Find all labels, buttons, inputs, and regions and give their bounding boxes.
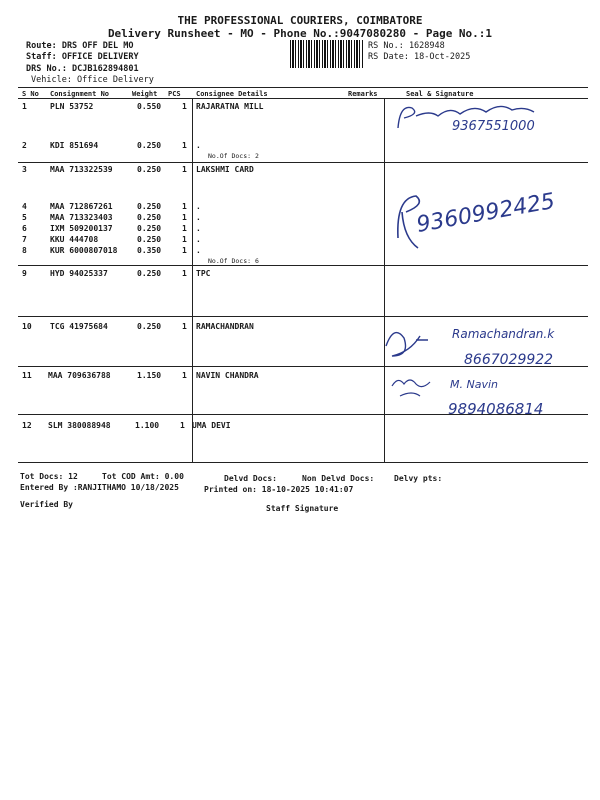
row-sno: 8 xyxy=(22,246,27,255)
row-details: NAVIN CHANDRA xyxy=(196,371,259,380)
row-weight: 0.250 xyxy=(137,141,162,150)
row-details: . xyxy=(196,224,201,233)
row-sno: 5 xyxy=(22,213,27,222)
entered-by: Entered By :RANJITHAMO 10/18/2025 xyxy=(20,483,179,492)
row-cons: MAA 709636788 xyxy=(48,371,111,380)
row-pcs: 1 xyxy=(182,224,187,233)
row-weight: 0.250 xyxy=(137,235,162,244)
row-sno: 7 xyxy=(22,235,27,244)
signature-2-icon xyxy=(392,178,592,258)
docs-count-note: No.Of Docs: 2 xyxy=(208,152,259,160)
row-cons: HYD 94025337 xyxy=(50,269,108,278)
route-label: Route: DRS OFF DEL MO xyxy=(26,41,134,51)
signature-3-phone: 8667029922 xyxy=(464,352,554,368)
row-cons: MAA 713323403 xyxy=(50,213,113,222)
row-details: . xyxy=(196,235,201,244)
col-remarks: Remarks xyxy=(348,90,378,98)
row-details: TPC xyxy=(196,269,211,278)
table-top-rule xyxy=(18,87,588,88)
row-sno: 3 xyxy=(22,165,27,174)
row-cons: KDI 851694 xyxy=(50,141,99,150)
company-title: THE PROFESSIONAL COURIERS, COIMBATORE xyxy=(177,14,423,27)
signature-4-phone: 9894086814 xyxy=(448,400,544,418)
rs-date: RS Date: 18-Oct-2025 xyxy=(368,52,471,62)
row-weight: 1.150 xyxy=(137,371,162,380)
row-details: . xyxy=(196,246,201,255)
details-divider xyxy=(192,98,193,462)
row-pcs: 1 xyxy=(182,371,187,380)
row-weight: 0.250 xyxy=(137,165,162,174)
rs-number: RS No.: 1628948 xyxy=(368,41,445,51)
row-rule xyxy=(18,162,588,163)
row-weight: 0.550 xyxy=(137,102,162,111)
row-sno: 6 xyxy=(22,224,27,233)
row-details: LAKSHMI CARD xyxy=(196,165,254,174)
col-seal-signature: Seal & Signature xyxy=(406,90,474,98)
row-weight: 1.100 xyxy=(135,421,160,430)
delivery-points: Delvy pts: xyxy=(394,474,443,483)
barcode-icon xyxy=(290,40,364,68)
row-details: UMA DEVI xyxy=(192,421,231,430)
delivered-docs: Delvd Docs: xyxy=(224,474,277,483)
row-pcs: 1 xyxy=(182,269,187,278)
signature-2-phone: 9360992425 xyxy=(414,188,557,238)
row-cons: IXM 509200137 xyxy=(50,224,113,233)
row-weight: 0.250 xyxy=(137,322,162,331)
printed-on: Printed on: 18-10-2025 10:41:07 xyxy=(204,485,354,494)
row-sno: 10 xyxy=(22,322,32,331)
row-weight: 0.250 xyxy=(137,202,162,211)
col-consignee: Consignee Details xyxy=(196,90,268,98)
row-sno: 9 xyxy=(22,269,27,278)
col-pcs: PCS xyxy=(168,90,181,98)
signature-3-icon xyxy=(380,316,595,372)
vehicle-label: Vehicle: Office Delivery xyxy=(31,75,154,85)
signature-3-name: Ramachandran.k xyxy=(452,327,555,341)
docs-count-note: No.Of Docs: 6 xyxy=(208,257,259,265)
row-sno: 12 xyxy=(22,421,32,430)
row-cons: MAA 712867261 xyxy=(50,202,113,211)
drs-number: DRS No.: DCJB162894801 xyxy=(26,64,139,74)
row-pcs: 1 xyxy=(182,246,187,255)
row-cons: SLM 380088948 xyxy=(48,421,111,430)
row-weight: 0.250 xyxy=(137,269,162,278)
signature-divider xyxy=(384,98,385,462)
row-pcs: 1 xyxy=(182,141,187,150)
row-sno: 11 xyxy=(22,371,32,380)
table-bottom-rule xyxy=(18,462,588,463)
row-details: . xyxy=(196,202,201,211)
row-cons: KUR 6000807018 xyxy=(50,246,118,255)
signature-1-icon xyxy=(390,98,590,138)
row-weight: 0.250 xyxy=(137,213,162,222)
row-cons: TCG 41975684 xyxy=(50,322,108,331)
row-cons: KKU 444708 xyxy=(50,235,99,244)
col-weight: Weight xyxy=(132,90,158,98)
row-pcs: 1 xyxy=(180,421,185,430)
col-consignment: Consignment No xyxy=(50,90,110,98)
row-pcs: 1 xyxy=(182,102,187,111)
row-pcs: 1 xyxy=(182,235,187,244)
signature-4-name: M. Navin xyxy=(450,378,498,391)
row-weight: 0.350 xyxy=(137,246,162,255)
signature-4-icon xyxy=(388,370,593,420)
non-delivered-docs: Non Delvd Docs: xyxy=(302,474,375,483)
total-cod-amount: Tot COD Amt: 0.00 xyxy=(102,472,184,481)
row-weight: 0.250 xyxy=(137,224,162,233)
row-details: RAMACHANDRAN xyxy=(196,322,254,331)
row-pcs: 1 xyxy=(182,165,187,174)
signature-1-phone: 9367551000 xyxy=(452,119,535,134)
runsheet-subtitle: Delivery Runsheet - MO - Phone No.:9047080280 - Page No.:1 xyxy=(107,27,493,40)
row-details: . xyxy=(196,141,201,150)
row-details: RAJARATNA MILL xyxy=(196,102,264,111)
row-pcs: 1 xyxy=(182,322,187,331)
verified-by: Verified By xyxy=(20,500,73,509)
row-sno: 4 xyxy=(22,202,27,211)
staff-label: Staff: OFFICE DELIVERY xyxy=(26,52,139,62)
row-rule xyxy=(18,265,588,266)
row-cons: PLN 53752 xyxy=(50,102,94,111)
row-pcs: 1 xyxy=(182,202,187,211)
row-pcs: 1 xyxy=(182,213,187,222)
row-details: . xyxy=(196,213,201,222)
row-cons: MAA 713322539 xyxy=(50,165,113,174)
staff-signature: Staff Signature xyxy=(266,504,339,513)
total-docs: Tot Docs: 12 xyxy=(20,472,78,481)
row-sno: 1 xyxy=(22,102,27,111)
row-sno: 2 xyxy=(22,141,27,150)
col-sno: S No xyxy=(22,90,39,98)
